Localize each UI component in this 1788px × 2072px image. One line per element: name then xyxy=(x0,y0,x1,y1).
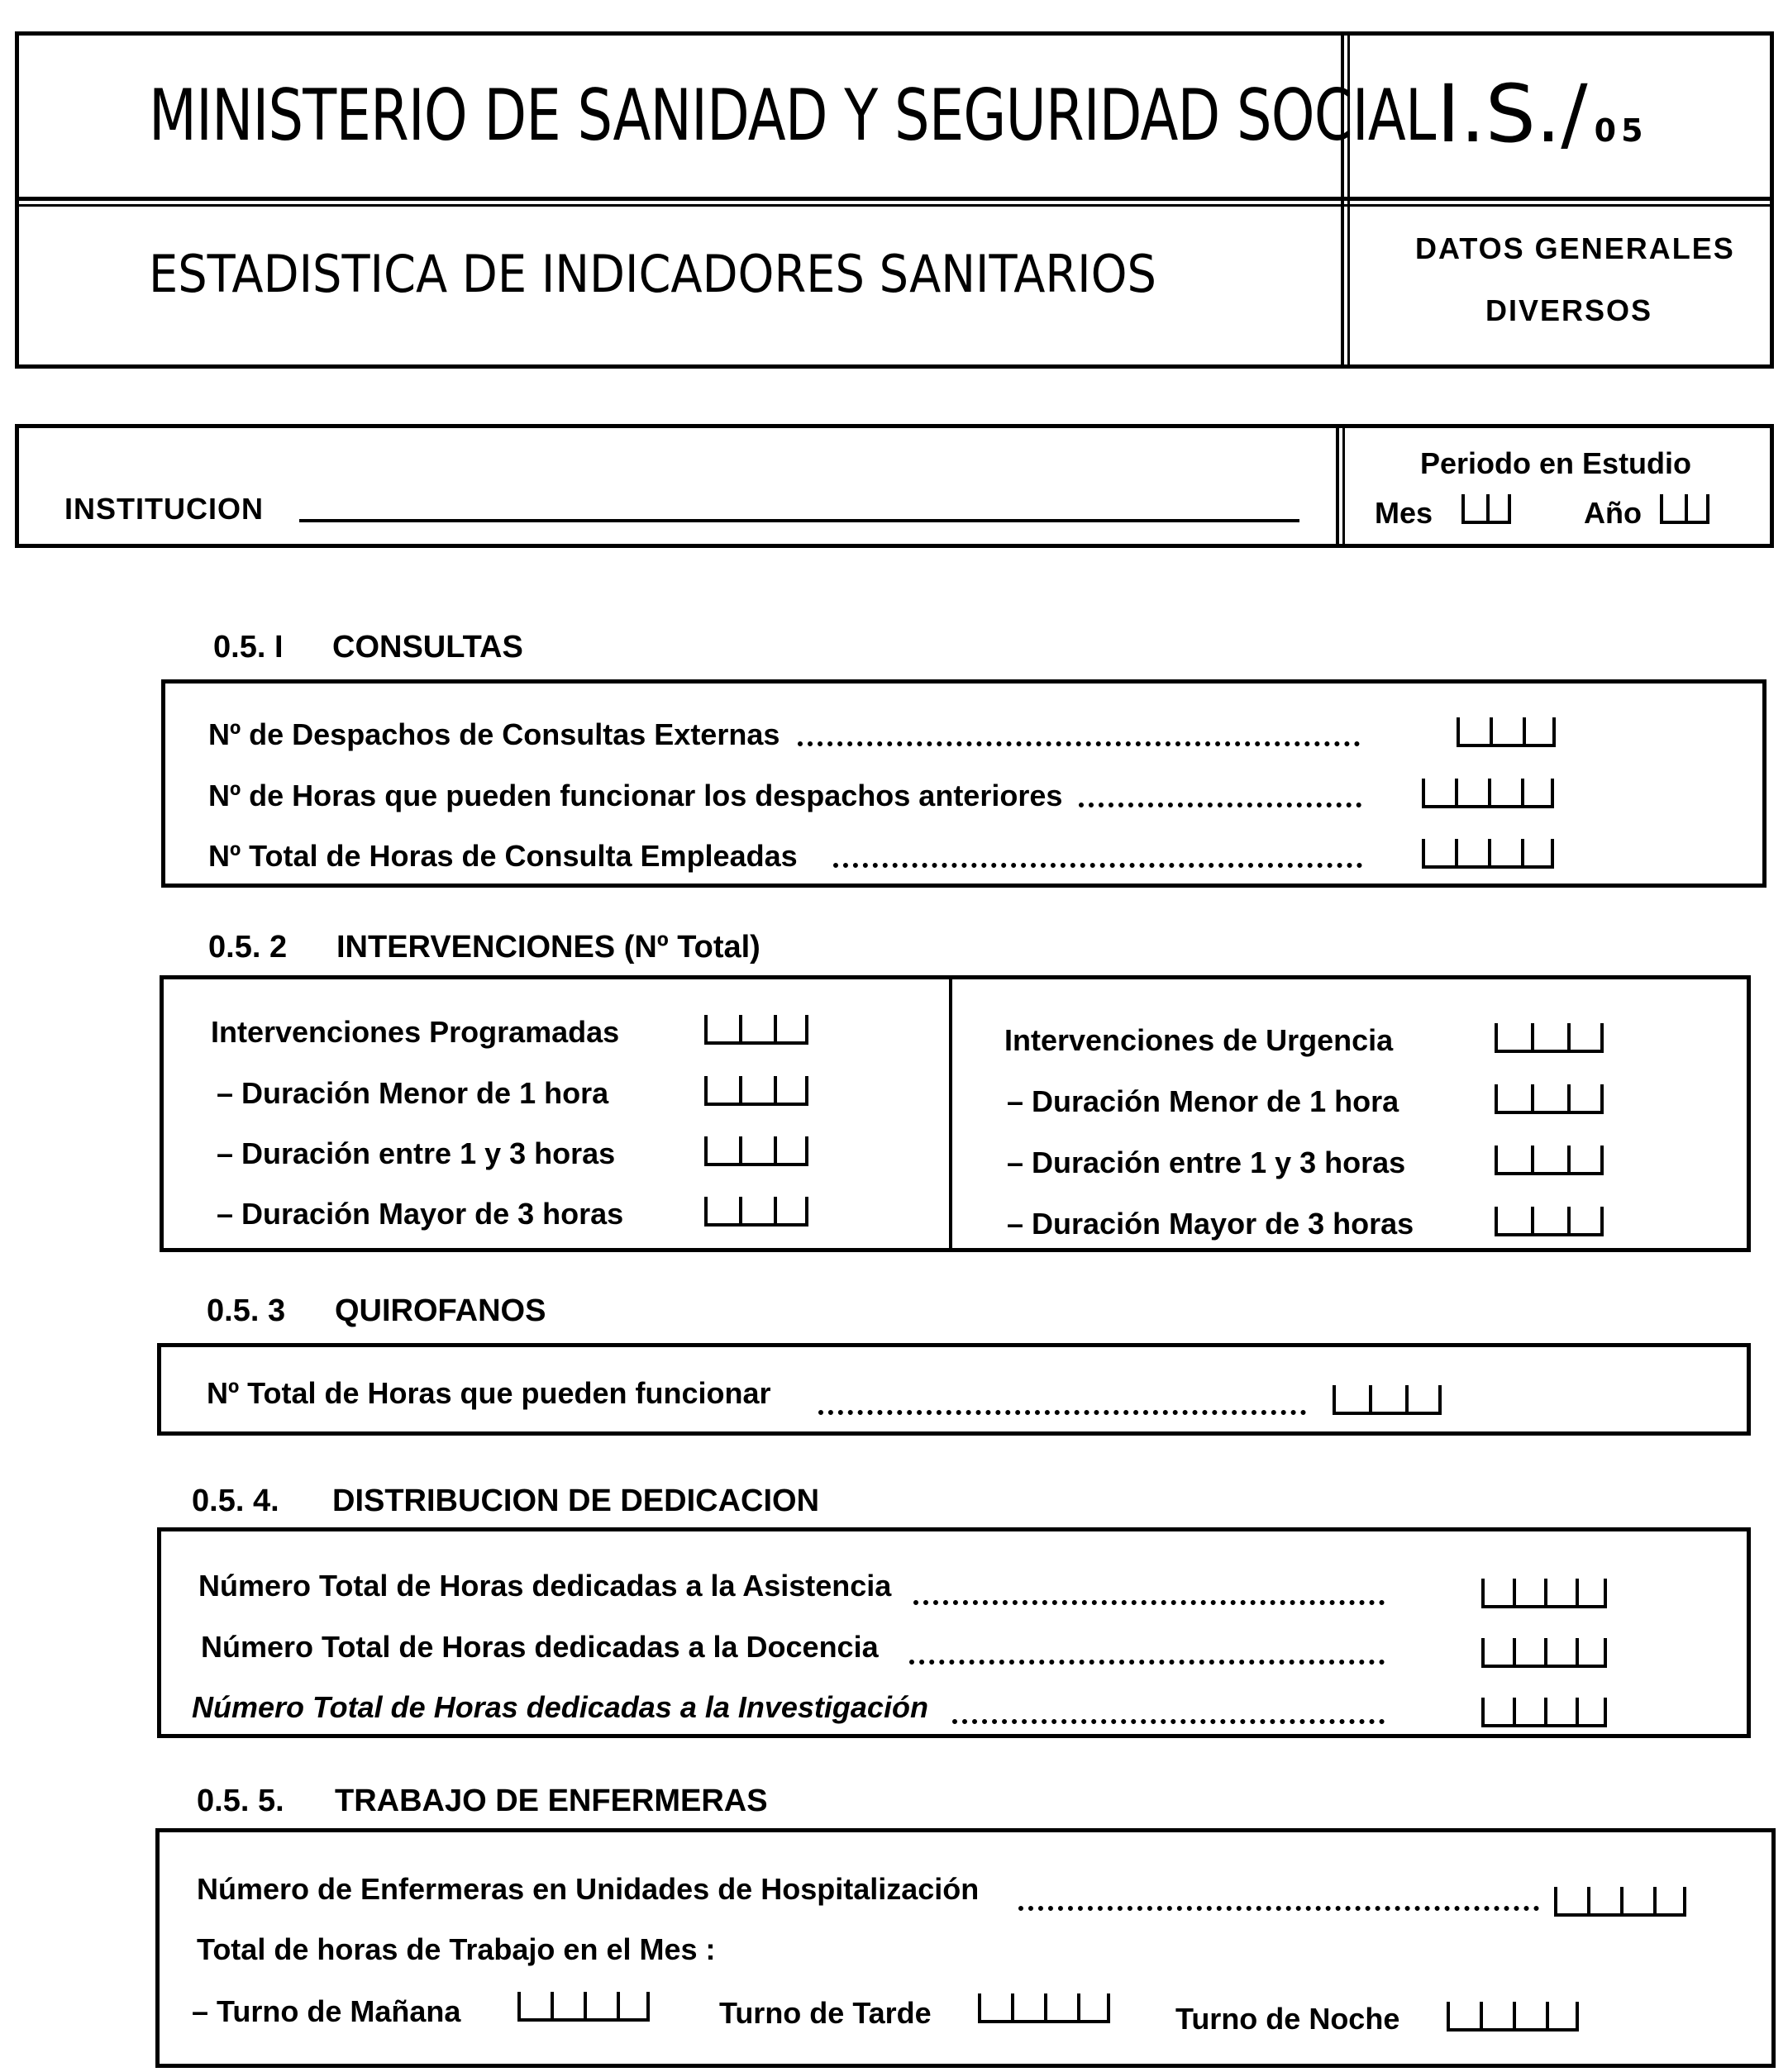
form-code-prefix: I.S./ xyxy=(1437,68,1588,160)
urgencia-label: Intervenciones de Urgencia xyxy=(1004,1023,1394,1057)
programadas-field[interactable] xyxy=(704,1015,808,1045)
urgencia-1-3h-field[interactable] xyxy=(1495,1146,1604,1175)
intervenciones-divider xyxy=(949,975,952,1252)
quirofanos-number: 0.5. 3 xyxy=(207,1293,286,1328)
programadas-mayor-3h-field[interactable] xyxy=(704,1197,808,1227)
quirofanos-title: QUIROFANOS xyxy=(335,1293,546,1328)
category-line2: DIVERSOS xyxy=(1485,293,1653,327)
dedicacion-row-2: Número Total de Horas dedicadas a la Docencia xyxy=(201,1630,879,1664)
programadas-menor-1h-field[interactable] xyxy=(704,1076,808,1106)
dedicacion-row-2-field[interactable] xyxy=(1481,1638,1607,1668)
enfermeras-count-field[interactable] xyxy=(1554,1887,1686,1917)
consultas-title: CONSULTAS xyxy=(332,630,523,664)
institution-divider xyxy=(1336,424,1345,548)
programadas-menor-1h: – Duración Menor de 1 hora xyxy=(217,1076,609,1110)
dedicacion-row-1-leader xyxy=(913,1600,1385,1605)
intervenciones-number: 0.5. 2 xyxy=(208,930,288,965)
urgencia-field[interactable] xyxy=(1495,1023,1604,1053)
consultas-row-1: Nº de Despachos de Consultas Externas xyxy=(208,717,780,751)
consultas-row-2: Nº de Horas que pueden funcionar los despachos anteriores xyxy=(208,779,1063,812)
turno-manana-label: – Turno de Mañana xyxy=(192,1994,461,2028)
dedicacion-row-1: Número Total de Horas dedicadas a la Asistencia xyxy=(198,1569,892,1603)
consultas-row-2-leader xyxy=(1079,803,1361,807)
turno-tarde-label: Turno de Tarde xyxy=(719,1996,932,2030)
programadas-1-3h-field[interactable] xyxy=(704,1136,808,1166)
institution-box xyxy=(15,424,1774,548)
form-code xyxy=(1437,68,1648,160)
turno-noche-label: Turno de Noche xyxy=(1175,2002,1400,2036)
urgencia-mayor-3h: – Duración Mayor de 3 horas xyxy=(1007,1207,1414,1241)
quirofanos-row-1-leader xyxy=(818,1410,1306,1415)
programadas-mayor-3h: – Duración Mayor de 3 horas xyxy=(217,1197,624,1231)
turno-manana-field[interactable] xyxy=(517,1992,650,2022)
dedicacion-row-3-field[interactable] xyxy=(1481,1698,1607,1727)
intervenciones-title: INTERVENCIONES (Nº Total) xyxy=(336,930,760,965)
urgencia-mayor-3h-field[interactable] xyxy=(1495,1207,1604,1236)
dedicacion-row-2-leader xyxy=(909,1660,1385,1665)
consultas-row-2-field[interactable] xyxy=(1422,779,1554,808)
enfermeras-number: 0.5. 5. xyxy=(197,1784,284,1818)
ministry-title: MINISTERIO DE SANIDAD Y SEGURIDAD SOCIAL xyxy=(149,74,1436,157)
consultas-row-3: Nº Total de Horas de Consulta Empleadas xyxy=(208,839,798,873)
consultas-number: 0.5. I xyxy=(213,630,284,664)
dedicacion-row-3: Número Total de Horas dedicadas a la Investigación xyxy=(192,1690,928,1724)
enfermeras-hours-label: Total de horas de Trabajo en el Mes : xyxy=(197,1932,716,1966)
turno-tarde-field[interactable] xyxy=(978,1993,1110,2023)
institution-label: INSTITUCION xyxy=(64,492,264,526)
urgencia-menor-1h: – Duración Menor de 1 hora xyxy=(1007,1084,1399,1118)
month-label: Mes xyxy=(1375,496,1433,530)
period-label: Periodo en Estudio xyxy=(1420,446,1692,480)
statistic-title: ESTADISTICA DE INDICADORES SANITARIOS xyxy=(149,244,1156,304)
quirofanos-row-1: Nº Total de Horas que pueden funcionar xyxy=(207,1376,771,1410)
institution-field[interactable] xyxy=(299,519,1299,522)
consultas-row-3-field[interactable] xyxy=(1422,839,1554,869)
dedicacion-title: DISTRIBUCION DE DEDICACION xyxy=(332,1484,820,1518)
year-field[interactable] xyxy=(1660,494,1709,524)
consultas-row-1-field[interactable] xyxy=(1457,717,1556,747)
quirofanos-row-1-field[interactable] xyxy=(1333,1385,1442,1415)
header-horizontal-divider xyxy=(15,197,1774,207)
year-label: Año xyxy=(1584,496,1642,530)
dedicacion-row-3-leader xyxy=(952,1719,1385,1724)
programadas-label: Intervenciones Programadas xyxy=(211,1015,620,1049)
enfermeras-count-leader xyxy=(1018,1906,1539,1911)
dedicacion-row-1-field[interactable] xyxy=(1481,1579,1607,1608)
consultas-row-1-leader xyxy=(798,741,1360,746)
dedicacion-number: 0.5. 4. xyxy=(192,1484,279,1518)
category-line1: DATOS GENERALES xyxy=(1415,231,1735,265)
enfermeras-title: TRABAJO DE ENFERMERAS xyxy=(335,1784,768,1818)
form-number: 05 xyxy=(1594,112,1648,149)
consultas-row-3-leader xyxy=(833,863,1362,868)
urgencia-1-3h: – Duración entre 1 y 3 horas xyxy=(1007,1146,1406,1179)
month-field[interactable] xyxy=(1461,494,1511,524)
turno-noche-field[interactable] xyxy=(1447,2002,1579,2032)
enfermeras-count-label: Número de Enfermeras en Unidades de Hospitalización xyxy=(197,1872,980,1906)
urgencia-menor-1h-field[interactable] xyxy=(1495,1084,1604,1114)
programadas-1-3h: – Duración entre 1 y 3 horas xyxy=(217,1136,616,1170)
